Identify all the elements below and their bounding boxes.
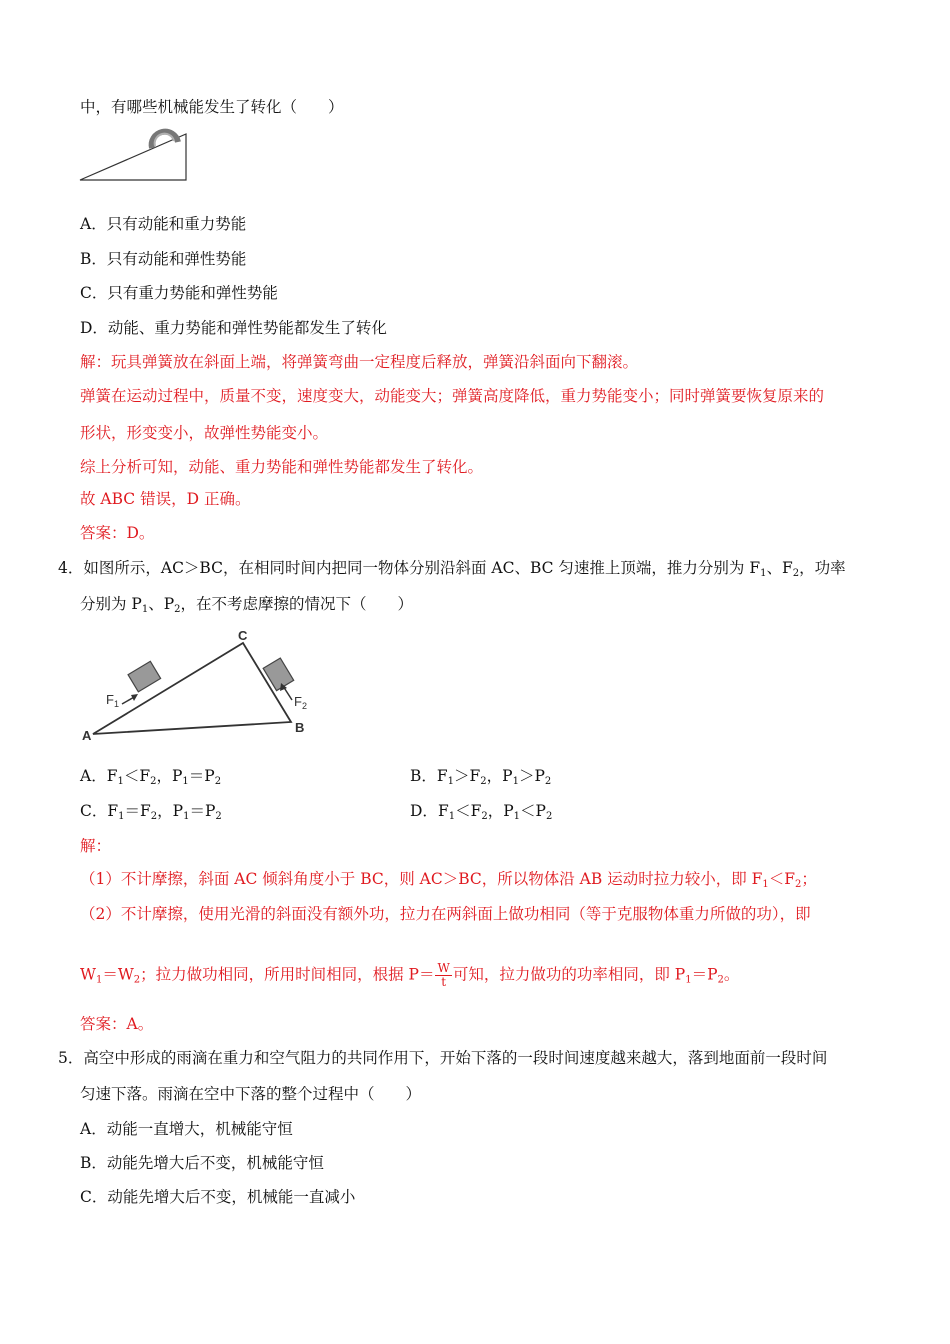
q3-stem-tail: 中，有哪些机械能发生了转化（ ） [80,98,344,116]
q3-incline-spring-figure [78,122,190,184]
q4-solution-line-1: （1）不计摩擦，斜面 AC 倾斜角度小于 BC，则 AC＞BC，所以物体沿 AB 运动时拉力较小，即 $F_1<F_2$； [80,870,817,890]
q3-option-c[interactable]: C．只有重力势能和弹性势能 [80,284,278,302]
q3-option-b[interactable]: B．只有动能和弹性势能 [80,250,247,268]
q3-option-a[interactable]: A．只有动能和重力势能 [80,215,247,233]
q4-answer: 答案：A。 [80,1015,154,1033]
q5-option-c[interactable]: C．动能先增大后不变，机械能一直减小 [80,1188,356,1206]
q3-answer: 答案：D。 [80,524,155,542]
q4-option-b[interactable]: B．$F_1>F_2$，$P_1>P_2$ [410,767,552,787]
q4-solution-head: 解： [80,837,112,855]
q3-solution-line-4: 综上分析可知，动能、重力势能和弹性势能都发生了转化。 [80,458,484,476]
power-fraction: $\frac{W}{t}$ [437,961,450,989]
q4-fig-label-f1: $F_1$ [106,692,119,709]
q3-solution-line-3: 形状，形变变小，故弹性势能变小。 [80,424,329,442]
q4-stem-line-2: 分别为 $P_1$、$P_2$，在不考虑摩擦的情况下（ ） [80,595,414,615]
q3-option-d[interactable]: D．动能、重力势能和弹性势能都发生了转化 [80,319,387,337]
q4-fig-label-a: A [82,728,92,743]
q3-solution-line-1: 解：玩具弹簧放在斜面上端，将弹簧弯曲一定程度后释放，弹簧沿斜面向下翻滚。 [80,353,639,371]
q4-fig-label-b: B [295,720,305,735]
q5-stem-line-2: 匀速下落。雨滴在空中下落的整个过程中（ ） [80,1085,422,1103]
q5-number: 5． [58,1049,84,1067]
q3-solution-line-5: 故 ABC 错误，D 正确。 [80,490,251,508]
q5-stem-line-1: 5．高空中形成的雨滴在重力和空气阻力的共同作用下，开始下落的一段时间速度越来越大，落到地面前一段时间 [58,1049,828,1067]
q4-stem-line-1: 4．如图所示，AC＞BC，在相同时间内把同一物体分别沿斜面 AC、BC 匀速推上顶端，推力分别为 $F_1$、$F_2$，功率 [58,559,846,579]
q4-number: 4． [58,559,84,577]
q4-option-a[interactable]: A．$F_1<F_2$，$P_1=P_2$ [80,767,222,787]
q4-fig-label-f2: $F_2$ [294,694,307,711]
q5-option-b[interactable]: B．动能先增大后不变，机械能守恒 [80,1154,324,1172]
q5-option-a[interactable]: A．动能一直增大，机械能守恒 [80,1120,293,1138]
q4-option-d[interactable]: D．$F_1<F_2$，$P_1<P_2$ [410,802,553,822]
q4-solution-line-3: $W_1=W_2$；拉力做功相同，所用时间相同，根据 P＝ $\frac{W}{t}$ 可知，拉力做功的功率相同，即 $P_1=P_2$。 [80,961,740,989]
q3-solution-line-2: 弹簧在运动过程中，质量不变，速度变大，动能变大；弹簧高度降低，重力势能变小；同时弹簧要恢复原来的 [80,387,825,405]
q4-solution-line-2: （2）不计摩擦，使用光滑的斜面没有额外功，拉力在两斜面上做功相同（等于克服物体重力所做的功），即 [80,905,811,923]
q4-option-c[interactable]: C．$F_1=F_2$，$P_1=P_2$ [80,802,222,822]
q4-triangle-figure [76,624,316,744]
q4-fig-label-c: C [238,628,248,643]
